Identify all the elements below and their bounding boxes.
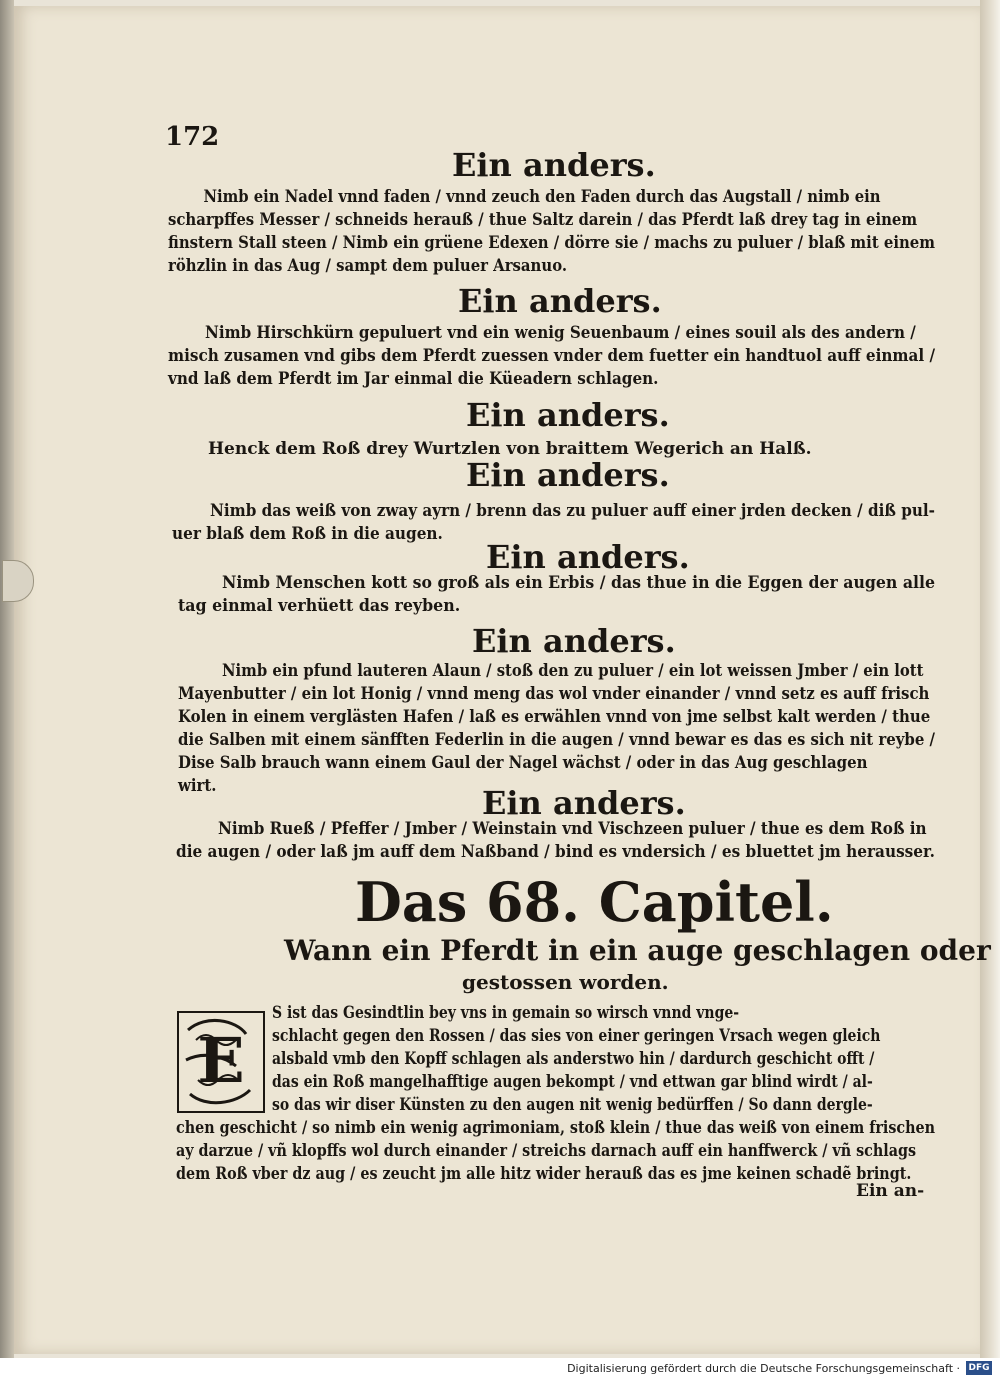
text-line: chen geschicht / so nimb ein wenig agrimoniam, stoß klein / thue das weiß von einem frischen [176, 1118, 935, 1138]
text-line: uer blaß dem Roß in die augen. [172, 524, 443, 544]
text-line: wirt. [178, 776, 217, 796]
text-line: röhzlin in das Aug / sampt dem puluer Arsanuo. [168, 256, 568, 276]
section-text [178, 660, 1000, 798]
drop-cap-initial [176, 1010, 266, 1114]
text-line: Henck dem Roß drey Wurtzlen von braittem Wegerich an Halß. [208, 439, 812, 459]
text-line: Nimb Hirschkürn gepuluert vnd ein wenig Seuenbaum / eines souil als des andern / [205, 323, 916, 343]
text-line: die augen / oder laß jm auff dem Naßband / bind es vndersich / es bluettet jm herausser. [176, 842, 935, 862]
text-line: Nimb Menschen kott so groß als ein Erbis / das thue in die Eggen der augen alle [222, 573, 935, 593]
text-line: scharpffes Messer / schneids herauß / thue Saltz darein / das Pferdt laß drey tag in einem [168, 210, 918, 230]
text-line: Kolen in einem verglästen Hafen / laß es erwählen vnnd von jme selbst kalt werden / thue [178, 707, 931, 727]
text-line: dem Roß vber dz aug / es zeucht jm alle hitz wider herauß das es jme keinen schadẽ bringt. [176, 1164, 912, 1184]
text-line: ay darzue / vñ klopffs wol durch einander / streichs darnach auff ein hanffwerck / vñ schlags [176, 1141, 917, 1161]
text-line: Nimb Rueß / Pfeffer / Jmber / Weinstain vnd Vischzeen puluer / thue es dem Roß in [218, 819, 927, 839]
section-heading: Ein anders. [486, 538, 690, 576]
chapter-title: Das 68. Capitel. [355, 870, 834, 934]
book-spine-edge [0, 0, 14, 1358]
footer [0, 1358, 1000, 1380]
section-heading: Ein anders. [466, 396, 670, 434]
section-heading: Ein anders. [458, 282, 662, 320]
dfg-logo: DFG [966, 1361, 992, 1375]
chapter-body [176, 1002, 1000, 1186]
text-line: das ein Roß mangelhafftige augen bekompt / vnd ettwan gar blind wirdt / al- [272, 1072, 873, 1092]
text-line: Dise Salb brauch wann einem Gaul der Nagel wächst / oder in das Aug geschlagen [178, 753, 868, 773]
text-line: Nimb das weiß von zway ayrn / brenn das zu puluer auff einer jrden decken / diß pul- [210, 501, 935, 521]
section-heading: Ein anders. [472, 622, 676, 660]
funding-note: Digitalisierung gefördert durch die Deutsche Forschungsgemeinschaft · [567, 1362, 960, 1375]
text-line: Nimb ein Nadel vnnd faden / vnnd zeuch den Faden durch das Augstall / nimb ein [203, 187, 881, 207]
text-line: die Salben mit einem sänfften Federlin in die augen / vnnd bewar es das es sich nit reybe / [178, 730, 935, 750]
text-line: Nimb ein pfund lauteren Alaun / stoß den zu puluer / ein lot weissen Jmber / ein lott [222, 661, 924, 681]
drop-cap-letter: E [197, 1024, 245, 1097]
section-heading: Ein anders. [452, 146, 656, 184]
text-line: finstern Stall steen / Nimb ein grüene Edexen / dörre sie / machs zu puluer / blaß mit einem [168, 233, 935, 253]
page-number: 172 [165, 122, 220, 152]
text-line: vnd laß dem Pferdt im Jar einmal die Küeadern schlagen. [168, 369, 659, 389]
chapter-subtitle: gestossen worden. [462, 970, 669, 994]
section-text [168, 186, 1000, 278]
section-text [178, 572, 992, 618]
text-line: alsbald vmb den Kopff schlagen als anderstwo hin / dardurch geschicht offt / [272, 1049, 875, 1069]
text-line: so das wir diser Künsten zu den augen nit wenig bedürffen / So dann dergle- [272, 1095, 873, 1115]
section-text [168, 322, 1000, 391]
text-line: misch zusamen vnd gibs dem Pferdt zuessen vnder dem fuetter ein handtuol auff einmal / [168, 346, 935, 366]
section-heading: Ein anders. [466, 456, 670, 494]
catchword: Ein an- [856, 1181, 925, 1201]
text-line: schlacht gegen den Rossen / das sies von einer geringen Vrsach wegen gleich [272, 1026, 881, 1046]
chapter-subtitle: Wann ein Pferdt in ein auge geschlagen oder [284, 934, 991, 967]
section-text [176, 818, 1000, 864]
text-line: tag einmal verhüett das reyben. [178, 596, 461, 616]
text-line: Mayenbutter / ein lot Honig / vnnd meng das wol vnder einander / vnnd setz es auff frisch [178, 684, 930, 704]
section-heading: Ein anders. [482, 784, 686, 822]
text-line: S ist das Gesindtlin bey vns in gemain so wirsch vnnd vnge- [272, 1003, 740, 1023]
